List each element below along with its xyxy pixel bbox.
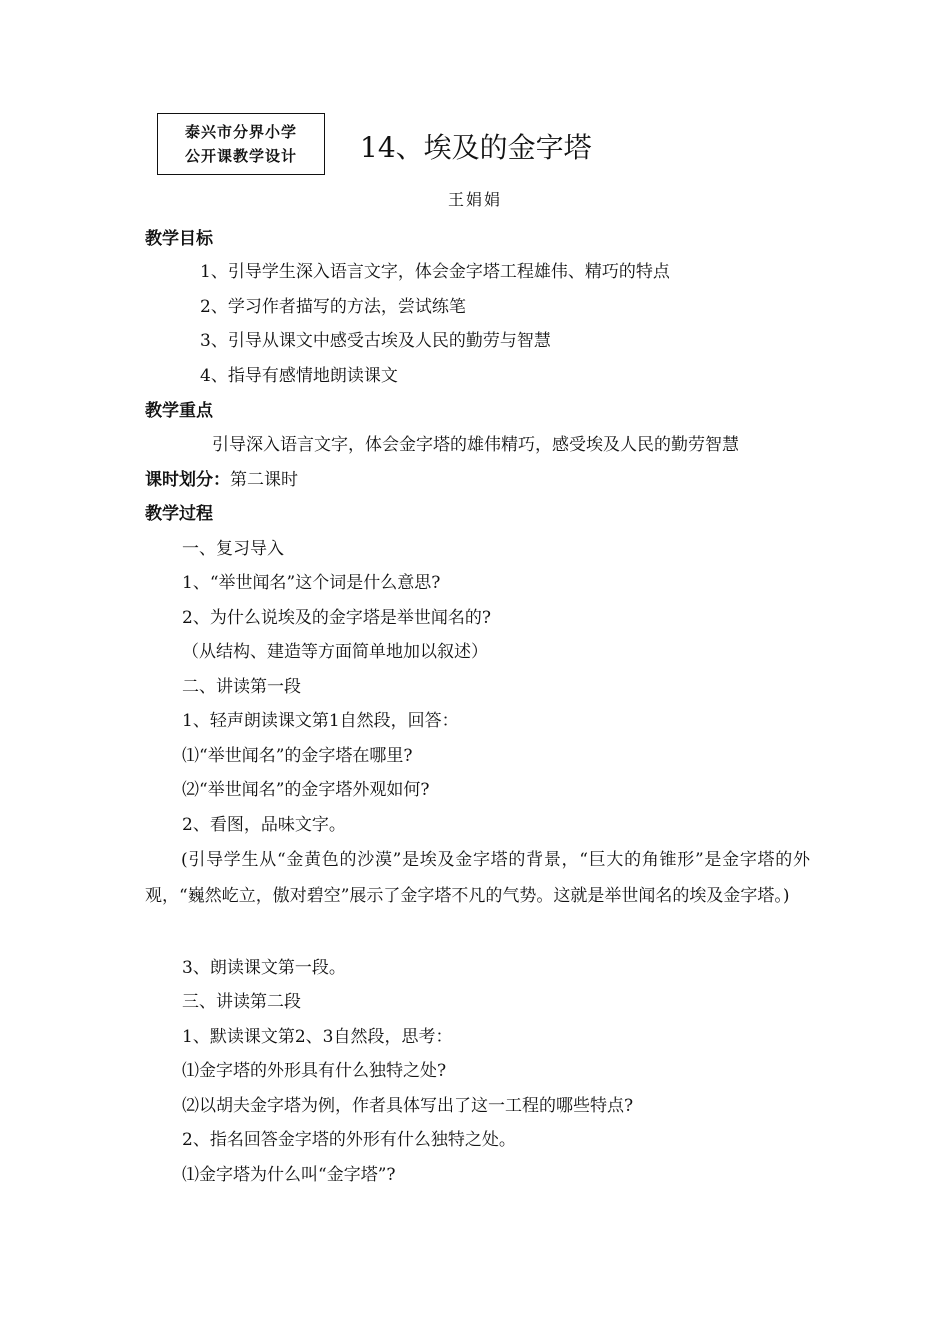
process-line: ⑴金字塔的外形具有什么独特之处? — [182, 1061, 447, 1081]
objective-item: 1、引导学生深入语言文字，体会金字塔工程雄伟、精巧的特点 — [200, 262, 670, 282]
process-line: 1、轻声朗读课文第1自然段，回答： — [182, 711, 459, 731]
schedule-value: 第二课时 — [230, 470, 298, 490]
process-line: 三、讲读第二段 — [182, 992, 301, 1012]
process-line: 2、指名回答金字塔的外形有什么独特之处。 — [182, 1130, 516, 1150]
process-line: 2、为什么说埃及的金字塔是举世闻名的? — [182, 608, 491, 628]
process-line: 一、复习导入 — [182, 539, 284, 559]
process-line: 1、“举世闻名”这个词是什么意思? — [182, 573, 441, 593]
process-line: ⑵以胡夫金字塔为例，作者具体写出了这一工程的哪些特点? — [182, 1096, 634, 1116]
process-heading: 教学过程 — [145, 504, 213, 524]
guidance-paragraph: (引导学生从“金黄色的沙漠”是埃及金字塔的背景，“巨大的角锥形”是金字塔的外观，“巍然屹立，傲对碧空”展示了金字塔不凡的气势。这就是举世闻名的埃及金字塔。) — [145, 850, 810, 906]
school-label-box — [157, 113, 325, 175]
key-points-text: 引导深入语言文字，体会金字塔的雄伟精巧，感受埃及人民的勤劳智慧 — [212, 435, 739, 455]
process-line: ⑴金字塔为什么叫“金字塔”? — [182, 1165, 396, 1185]
objective-item: 2、学习作者描写的方法，尝试练笔 — [200, 297, 466, 317]
schedule-line — [145, 466, 298, 494]
process-line: 2、看图，品味文字。 — [182, 815, 346, 835]
school-name: 泰兴市分界小学 — [184, 123, 297, 141]
process-line: 二、讲读第一段 — [182, 677, 301, 697]
process-line: 1、默读课文第2、3自然段，思考： — [182, 1027, 453, 1047]
schedule-label: 课时划分： — [145, 470, 230, 490]
objective-item: 3、引导从课文中感受古埃及人民的勤劳与智慧 — [200, 331, 551, 351]
process-line: 3、朗读课文第一段。 — [182, 958, 346, 978]
objective-item: 4、指导有感情地朗读课文 — [200, 366, 398, 386]
key-points-heading: 教学重点 — [145, 401, 213, 421]
design-type: 公开课教学设计 — [184, 147, 297, 165]
process-line: ⑴“举世闻名”的金字塔在哪里? — [182, 746, 413, 766]
process-line: ⑵“举世闻名”的金字塔外观如何? — [182, 780, 430, 800]
objectives-heading: 教学目标 — [145, 229, 213, 249]
process-line: （从结构、建造等方面简单地加以叙述） — [182, 642, 488, 662]
author-name: 王娟娟 — [447, 190, 502, 209]
lesson-title: 14、埃及的金字塔 — [360, 131, 592, 164]
